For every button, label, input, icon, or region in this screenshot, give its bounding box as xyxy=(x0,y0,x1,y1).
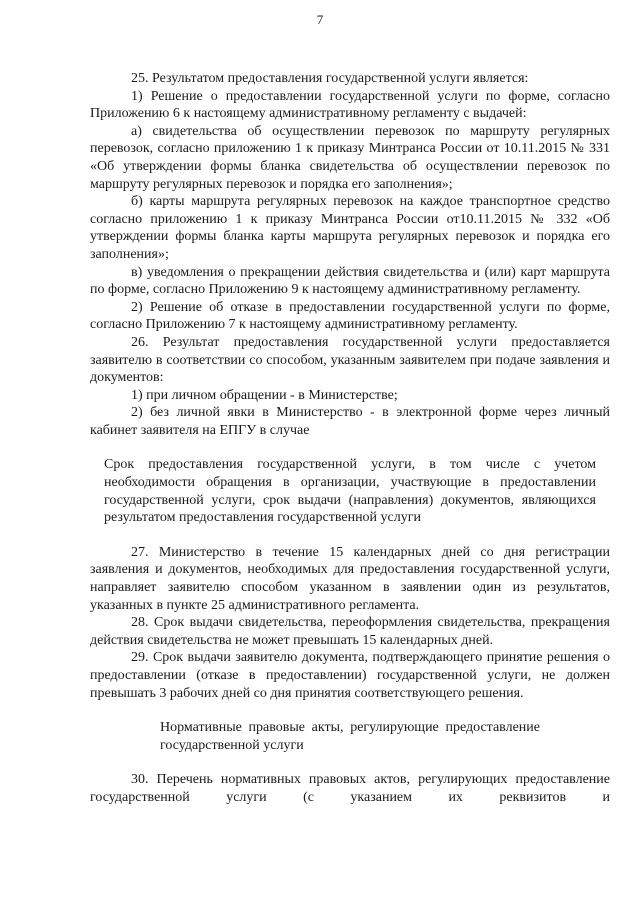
paragraph-28: 28. Срок выдачи свидетельства, переоформления свидетельства, прекращения действия свидетельства не может превышать 15 календарных дней. xyxy=(90,615,610,648)
paragraph-27: 27. Министерство в течение 15 календарных дней со дня регистрации заявления и документов, необходимых для предоставления государственной услуги, направляет заявителю способом указанном в заявлении один из результатов, указанных в пункте 25 административного регламента. xyxy=(90,544,610,613)
paragraph-25-item-b: б) карты маршрута регулярных перевозок на каждое транспортное средство согласно приложению 1 к приказу Минтранса России от10.11.2015 № 332 «Об утверждении формы бланка карты маршрута регулярных перевозок и порядка его заполнения»; xyxy=(90,194,610,262)
paragraph-26-item-2: 2) без личной явки в Министерство - в электронной форме через личный кабинет заявителя на ЕПГУ в случае xyxy=(90,405,610,438)
spacer xyxy=(90,527,610,544)
spacer xyxy=(90,754,610,771)
paragraph-29: 29. Срок выдачи заявителю документа, подтверждающего принятие решения о предоставлении (отказе в предоставлении) государственной услуги, не должен превышать 3 рабочих дней со дня принятия соответствующего решения. xyxy=(90,650,610,701)
page-number: 7 xyxy=(316,12,324,27)
document-body xyxy=(90,70,610,807)
paragraph-25-item-v: в) уведомления о прекращении действия свидетельства и (или) карт маршрута по форме, согласно Приложению 9 к настоящему административному регламенту. xyxy=(90,264,610,298)
paragraph-25-item-1: 1) Решение о предоставлении государственной услуги по форме, согласно Приложению 6 к настоящему административному регламенту с выдачей: xyxy=(90,88,610,122)
paragraph-25-intro: 25. Результатом предоставления государственной услуги является: xyxy=(131,71,529,86)
paragraph-26-item-1: 1) при личном обращении - в Министерстве; xyxy=(131,387,398,403)
section-heading-term: Срок предоставления государственной услуги, в том числе с учетом необходимости обращения в организации, участвующие в предоставлении государственной услуги, срок выдачи (направления) документов, являющихся результатом предоставления государственной услуги xyxy=(104,457,596,526)
spacer xyxy=(90,702,610,719)
paragraph-26-intro: 26. Результат предоставления государственной услуги предоставляется заявителю в соответствии со способом, указанным заявителем при подаче заявления и документов: xyxy=(90,334,610,386)
section-heading-legal-acts: Нормативные правовые акты, регулирующие предоставление государственной услуги xyxy=(160,720,540,753)
paragraph-25-item-a: а) свидетельства об осуществлении перевозок по маршруту регулярных перевозок, согласно приложению 1 к приказу Минтранса России от 10.11.2015 № 331 «Об утверждении формы бланка свидетельства об осуществлении перевозок по маршруту регулярных перевозок и порядка его заполнения»; xyxy=(90,123,610,192)
spacer xyxy=(90,439,610,456)
paragraph-25-item-2: 2) Решение об отказе в предоставлении государственной услуги по форме, согласно Приложению 7 к настоящему административному регламенту. xyxy=(90,299,610,333)
paragraph-30: 30. Перечень нормативных правовых актов, регулирующих предоставление государственной услуги (с указанием их реквизитов и xyxy=(90,772,610,805)
